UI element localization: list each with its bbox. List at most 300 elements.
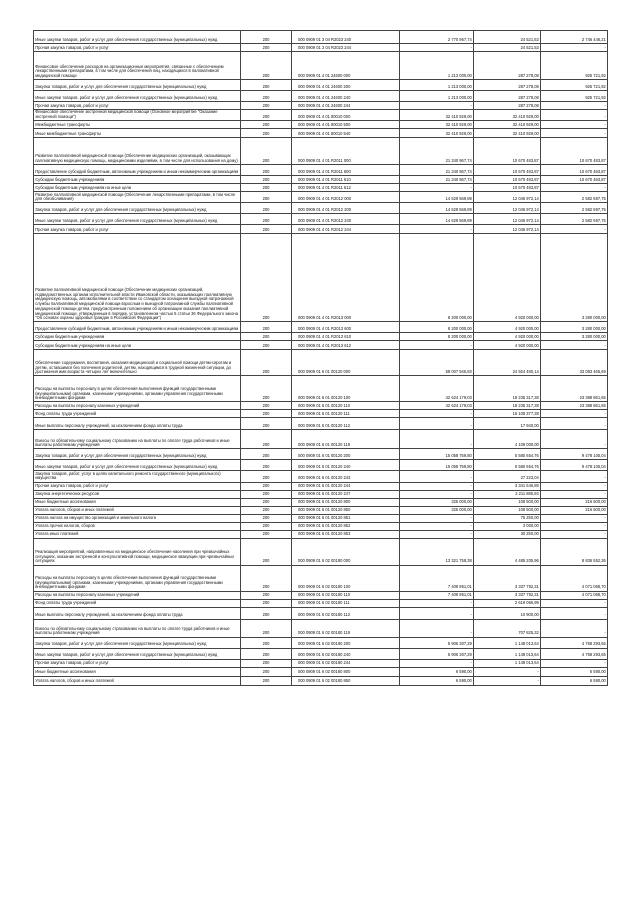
- row-executed-cell: 108 500,00: [474, 506, 541, 514]
- table-row: [34, 591, 608, 599]
- row-code-cell: 200: [241, 203, 292, 214]
- row-kbk-cell: 000 0909 01 4 01 R2013 612: [292, 341, 400, 350]
- row-executed-cell: 32 410 929,00: [474, 110, 541, 121]
- row-code-cell: 200: [241, 619, 292, 637]
- row-name-cell: Иные закупки товаров, работ и услуг для обеспечения государственных (муниципальных) нужд: [34, 91, 241, 102]
- row-name-cell: Закупка товаров, работ, услуг в целях капитального ремонта государственного (муниципального) имущества: [34, 471, 241, 482]
- row-approved-cell: 1 213 000,00: [400, 80, 474, 91]
- row-name-cell: Прочая закупка товаров, работ и услуг: [34, 659, 241, 667]
- table-row: [34, 203, 608, 214]
- row-kbk-cell: 000 0909 01 6 01 00120 247: [292, 490, 400, 498]
- row-remainder-cell: -: [541, 607, 608, 619]
- row-executed-cell: 32 410 929,00: [474, 129, 541, 138]
- table-row: [34, 676, 608, 685]
- table-row: [34, 322, 608, 333]
- row-name-cell: Уплата налогов, сборов и иных платежей: [34, 506, 241, 514]
- table-row: [34, 176, 608, 184]
- row-remainder-cell: -: [541, 184, 608, 192]
- row-kbk-cell: 000 0909 01 4 01 R2013 000: [292, 234, 400, 322]
- row-approved-cell: 58 007 946,83: [400, 350, 474, 376]
- row-approved-cell: 15 058 759,80: [400, 449, 474, 460]
- table-row: [34, 538, 608, 565]
- row-name-cell: Субсидии бюджетным учреждениям на иные цели: [34, 184, 241, 192]
- row-executed-cell: 3 337 792,31: [474, 591, 541, 599]
- row-approved-cell: -: [400, 514, 474, 522]
- row-name-cell: Расходы на выплаты персоналу казенных учреждений: [34, 591, 241, 599]
- row-executed-cell: 24 521,53: [474, 31, 541, 44]
- row-kbk-cell: 000 0909 01 6 02 00180 244: [292, 659, 400, 667]
- table-row: [34, 418, 608, 430]
- row-kbk-cell: 000 0909 01 4 01 R2012 244: [292, 225, 400, 234]
- row-kbk-cell: 000 0909 01 6 02 00180 800: [292, 667, 400, 676]
- row-approved-cell: -: [400, 184, 474, 192]
- row-executed-cell: 287 278,08: [474, 52, 541, 80]
- row-remainder-cell: -: [541, 471, 608, 482]
- row-code-cell: 200: [241, 607, 292, 619]
- row-approved-cell: 14 629 569,89: [400, 214, 474, 225]
- row-executed-cell: 108 500,00: [474, 498, 541, 506]
- row-executed-cell: 5 580 654,76: [474, 449, 541, 460]
- row-approved-cell: 14 629 569,89: [400, 203, 474, 214]
- row-approved-cell: 13 321 758,38: [400, 538, 474, 565]
- row-code-cell: 200: [241, 506, 292, 514]
- row-name-cell: Расходы на выплаты персоналу казенных учреждений: [34, 402, 241, 410]
- row-kbk-cell: 000 0909 01 6 01 00120 100: [292, 376, 400, 402]
- row-code-cell: 200: [241, 165, 292, 176]
- row-approved-cell: 8 200 000,00: [400, 234, 474, 322]
- table-row: [34, 637, 608, 648]
- row-code-cell: 200: [241, 460, 292, 471]
- row-kbk-cell: 000 0909 01 6 01 00120 853: [292, 530, 400, 538]
- table-row: [34, 110, 608, 121]
- row-remainder-cell: 925 721,92: [541, 80, 608, 91]
- row-name-cell: Прочая закупка товаров, работ и услуг: [34, 225, 241, 234]
- row-approved-cell: -: [400, 430, 474, 449]
- row-code-cell: 200: [241, 430, 292, 449]
- row-code-cell: 200: [241, 225, 292, 234]
- row-name-cell: Развитие паллиативной медицинской помощи (Обеспечение медицинских организаций, оказывающих паллиативную медицинскую помощь, медицинскими изделиями, в том числе для использования на дому): [34, 138, 241, 165]
- row-remainder-cell: 216 500,00: [541, 498, 608, 506]
- row-executed-cell: 4 485 205,96: [474, 538, 541, 565]
- row-remainder-cell: 4 758 293,65: [541, 637, 608, 648]
- row-executed-cell: 10 900,00: [474, 607, 541, 619]
- table-row: [34, 530, 608, 538]
- row-executed-cell: 24 924 480,14: [474, 350, 541, 376]
- row-executed-cell: 287 278,08: [474, 91, 541, 102]
- table-body: [34, 31, 608, 686]
- row-kbk-cell: 000 0909 01 6 01 00120 851: [292, 514, 400, 522]
- row-name-cell: Прочая закупка товаров, работ и услуг: [34, 44, 241, 52]
- row-executed-cell: 287 278,08: [474, 102, 541, 110]
- table-row: [34, 102, 608, 110]
- row-name-cell: Прочая закупка товаров, работ и услуг: [34, 482, 241, 490]
- row-name-cell: Уплата налогов, сборов и иных платежей: [34, 676, 241, 685]
- row-kbk-cell: 000 0909 01 4 01 24600 000: [292, 52, 400, 80]
- row-name-cell: Предоставление субсидий бюджетным, автономным учреждениям и иным некоммерческим организациям: [34, 165, 241, 176]
- row-code-cell: 200: [241, 599, 292, 607]
- row-executed-cell: 24 521,53: [474, 44, 541, 52]
- row-executed-cell: 4 920 000,00: [474, 322, 541, 333]
- row-executed-cell: 4 920 000,00: [474, 234, 541, 322]
- table-row: [34, 44, 608, 52]
- row-executed-cell: 12 046 972,14: [474, 203, 541, 214]
- row-remainder-cell: 10 670 483,87: [541, 165, 608, 176]
- row-remainder-cell: 6 590,00: [541, 667, 608, 676]
- row-code-cell: 200: [241, 530, 292, 538]
- row-executed-cell: 12 046 972,14: [474, 214, 541, 225]
- row-code-cell: 200: [241, 333, 292, 341]
- table-row: [34, 506, 608, 514]
- row-approved-cell: 325 000,00: [400, 506, 474, 514]
- row-executed-cell: 2 619 066,99: [474, 599, 541, 607]
- row-executed-cell: -: [474, 667, 541, 676]
- row-executed-cell: 1 148 013,64: [474, 648, 541, 659]
- row-remainder-cell: -: [541, 418, 608, 430]
- row-name-cell: Прочая закупка товаров, работ и услуг: [34, 102, 241, 110]
- row-kbk-cell: 000 0909 01 6 01 00120 112: [292, 418, 400, 430]
- row-remainder-cell: 9 478 105,04: [541, 449, 608, 460]
- row-kbk-cell: 000 0909 01 6 02 00180 111: [292, 599, 400, 607]
- row-approved-cell: -: [400, 471, 474, 482]
- row-approved-cell: 32 410 929,00: [400, 121, 474, 129]
- row-kbk-cell: 000 0909 01 4 01 R2012 000: [292, 192, 400, 203]
- row-executed-cell: 707 825,32: [474, 619, 541, 637]
- row-name-cell: Финансовое обеспечение экстренной медицинской помощи (Основное мероприятие "Оказание экстренной помощи"): [34, 110, 241, 121]
- row-kbk-cell: 000 0909 01 4 01 R2013 610: [292, 333, 400, 341]
- table-row: [34, 522, 608, 530]
- row-code-cell: 200: [241, 418, 292, 430]
- row-kbk-cell: 000 0909 01 3 04 R2023 244: [292, 44, 400, 52]
- table-row: [34, 138, 608, 165]
- table-row: [34, 460, 608, 471]
- row-code-cell: 200: [241, 565, 292, 591]
- row-executed-cell: 32 410 929,00: [474, 121, 541, 129]
- row-name-cell: Иные бюджетные ассигнования: [34, 667, 241, 676]
- row-approved-cell: 42 624 179,03: [400, 402, 474, 410]
- row-approved-cell: 21 340 967,74: [400, 176, 474, 184]
- row-name-cell: Иные выплаты персоналу учреждений, за исключением фонда оплаты труда: [34, 418, 241, 430]
- row-code-cell: 200: [241, 676, 292, 685]
- row-code-cell: 200: [241, 350, 292, 376]
- table-row: [34, 599, 608, 607]
- table-row: [34, 80, 608, 91]
- table-row: [34, 667, 608, 676]
- row-kbk-cell: 000 0909 01 4 01 R2011 600: [292, 165, 400, 176]
- row-kbk-cell: 000 0909 01 4 01 R2011 000: [292, 138, 400, 165]
- row-remainder-cell: -: [541, 599, 608, 607]
- row-kbk-cell: 000 0909 01 6 01 00120 111: [292, 410, 400, 418]
- row-approved-cell: 6 590,00: [400, 667, 474, 676]
- table-row: [34, 165, 608, 176]
- row-remainder-cell: 8 836 552,36: [541, 538, 608, 565]
- table-row: [34, 498, 608, 506]
- table-row: [34, 52, 608, 80]
- row-executed-cell: 12 046 972,14: [474, 192, 541, 203]
- row-executed-cell: 10 670 483,87: [474, 138, 541, 165]
- row-name-cell: Закупка товаров, работ и услуг для обеспечения государственных (муниципальных) нужд: [34, 449, 241, 460]
- row-approved-cell: 2 770 967,74: [400, 31, 474, 44]
- row-remainder-cell: -: [541, 482, 608, 490]
- table-row: [34, 341, 608, 350]
- row-remainder-cell: 9 478 105,04: [541, 460, 608, 471]
- row-name-cell: Расходы на выплаты персоналу в целях обеспечения выполнения функций государственными (муниципальными) органами, казенными учреждениями, органами управления государственными внебюджетными фондами: [34, 376, 241, 402]
- row-remainder-cell: -: [541, 102, 608, 110]
- row-remainder-cell: -: [541, 530, 608, 538]
- row-executed-cell: 10 670 483,87: [474, 176, 541, 184]
- row-kbk-cell: 000 0909 01 4 01 24600 200: [292, 80, 400, 91]
- row-code-cell: 200: [241, 410, 292, 418]
- row-remainder-cell: -: [541, 619, 608, 637]
- row-approved-cell: 7 408 861,01: [400, 591, 474, 599]
- row-code-cell: 200: [241, 31, 292, 44]
- row-executed-cell: 5 580 654,76: [474, 460, 541, 471]
- row-code-cell: 200: [241, 322, 292, 333]
- row-name-cell: Иные закупки товаров, работ и услуг для обеспечения государственных (муниципальных) нужд: [34, 648, 241, 659]
- row-name-cell: Развитие паллиативной медицинской помощи (Обеспечение лекарственными препаратами, в том числе для обезболивания): [34, 192, 241, 203]
- row-name-cell: Иные бюджетные ассигнования: [34, 498, 241, 506]
- row-remainder-cell: -: [541, 659, 608, 667]
- row-approved-cell: -: [400, 490, 474, 498]
- row-name-cell: Обеспечение содержания, воспитания, оказания медицинской и социальной помощи детям-сиротам и детям, оставшимся без попечения родителей, детям, находящимся в трудной жизненной ситуации, до достижения ими возраста четырех лет включительно: [34, 350, 241, 376]
- row-kbk-cell: 000 0909 01 6 02 00180 240: [292, 648, 400, 659]
- table-row: [34, 91, 608, 102]
- row-approved-cell: 5 906 307,29: [400, 637, 474, 648]
- row-name-cell: Иные закупки товаров, работ и услуг для обеспечения государственных (муниципальных) нужд: [34, 460, 241, 471]
- row-approved-cell: -: [400, 225, 474, 234]
- table-row: [34, 184, 608, 192]
- row-remainder-cell: 2 582 597,75: [541, 214, 608, 225]
- row-remainder-cell: 2 582 597,75: [541, 192, 608, 203]
- row-code-cell: 200: [241, 402, 292, 410]
- row-remainder-cell: 23 388 861,65: [541, 376, 608, 402]
- row-code-cell: 200: [241, 471, 292, 482]
- row-approved-cell: 1 213 000,00: [400, 52, 474, 80]
- row-executed-cell: 3 337 792,31: [474, 565, 541, 591]
- row-executed-cell: 19 235 317,38: [474, 376, 541, 402]
- budget-execution-table: [33, 30, 608, 686]
- row-remainder-cell: -: [541, 110, 608, 121]
- row-remainder-cell: 10 670 483,87: [541, 176, 608, 184]
- row-kbk-cell: 000 0909 01 4 01 R2012 240: [292, 214, 400, 225]
- row-name-cell: Уплата налога на имущество организаций и земельного налога: [34, 514, 241, 522]
- row-kbk-cell: 000 0909 01 4 01 24600 244: [292, 102, 400, 110]
- row-kbk-cell: 000 0909 01 6 01 00120 000: [292, 350, 400, 376]
- table-row: [34, 514, 608, 522]
- row-approved-cell: -: [400, 44, 474, 52]
- row-name-cell: Взносы по обязательному социальному страхованию на выплаты по оплате труда работников и иные выплаты работникам учреждений: [34, 619, 241, 637]
- row-code-cell: 200: [241, 121, 292, 129]
- row-name-cell: Иные выплаты персоналу учреждений, за исключением фонда оплаты труда: [34, 607, 241, 619]
- row-executed-cell: 287 278,08: [474, 80, 541, 91]
- row-code-cell: 200: [241, 522, 292, 530]
- table-row: [34, 659, 608, 667]
- row-executed-cell: 2 211 885,84: [474, 490, 541, 498]
- row-remainder-cell: 23 388 861,65: [541, 402, 608, 410]
- row-kbk-cell: 000 0909 01 6 02 00180 119: [292, 619, 400, 637]
- row-executed-cell: 17 940,00: [474, 418, 541, 430]
- row-remainder-cell: -: [541, 514, 608, 522]
- row-remainder-cell: -: [541, 44, 608, 52]
- row-remainder-cell: 2 582 597,75: [541, 203, 608, 214]
- table-row: [34, 402, 608, 410]
- table-row: [34, 607, 608, 619]
- row-name-cell: Иные межбюджетные трансферты: [34, 129, 241, 138]
- row-kbk-cell: 000 0909 01 6 02 00180 850: [292, 676, 400, 685]
- row-name-cell: Финансовое обеспечение расходов на организационные мероприятия, связанные с обеспечением лекарственными препаратами, в том числе для обеспечения лиц, находящихся в паллиативной медицинской помощи: [34, 52, 241, 80]
- row-code-cell: 200: [241, 667, 292, 676]
- row-kbk-cell: 000 0909 01 6 01 00120 110: [292, 402, 400, 410]
- table-row: [34, 225, 608, 234]
- row-name-cell: Закупка товаров, работ и услуг для обеспечения государственных (муниципальных) нужд: [34, 203, 241, 214]
- row-approved-cell: 8 200 000,00: [400, 322, 474, 333]
- row-approved-cell: 325 000,00: [400, 498, 474, 506]
- table-row: [34, 31, 608, 44]
- row-approved-cell: 1 213 000,00: [400, 91, 474, 102]
- row-code-cell: 200: [241, 91, 292, 102]
- table-row: [34, 410, 608, 418]
- row-approved-cell: -: [400, 522, 474, 530]
- row-name-cell: Межбюджетные трансферты: [34, 121, 241, 129]
- row-remainder-cell: -: [541, 129, 608, 138]
- row-remainder-cell: -: [541, 121, 608, 129]
- row-approved-cell: 15 058 759,80: [400, 460, 474, 471]
- table-row: [34, 350, 608, 376]
- row-kbk-cell: 000 0909 01 4 01 80010 540: [292, 129, 400, 138]
- row-kbk-cell: 000 0909 01 6 02 00180 100: [292, 565, 400, 591]
- row-remainder-cell: 925 721,92: [541, 52, 608, 80]
- row-code-cell: 200: [241, 341, 292, 350]
- row-approved-cell: -: [400, 102, 474, 110]
- row-remainder-cell: 925 721,92: [541, 91, 608, 102]
- row-name-cell: Закупка товаров, работ и услуг для обеспечения государственных (муниципальных) нужд: [34, 80, 241, 91]
- row-kbk-cell: 000 0909 01 6 01 00120 852: [292, 522, 400, 530]
- row-executed-cell: 3 000,00: [474, 522, 541, 530]
- row-remainder-cell: 10 670 483,87: [541, 138, 608, 165]
- table-row: [34, 648, 608, 659]
- row-approved-cell: -: [400, 341, 474, 350]
- row-code-cell: 200: [241, 490, 292, 498]
- row-remainder-cell: 4 071 068,70: [541, 565, 608, 591]
- row-remainder-cell: 2 746 446,21: [541, 31, 608, 44]
- row-kbk-cell: 000 0909 01 6 02 00180 200: [292, 637, 400, 648]
- row-code-cell: 200: [241, 176, 292, 184]
- row-code-cell: 200: [241, 659, 292, 667]
- row-remainder-cell: -: [541, 490, 608, 498]
- table-row: [34, 449, 608, 460]
- row-approved-cell: -: [400, 599, 474, 607]
- row-name-cell: Субсидии бюджетным учреждениям на иные цели: [34, 341, 241, 350]
- row-kbk-cell: 000 0909 01 6 01 00120 800: [292, 498, 400, 506]
- row-approved-cell: 6 590,00: [400, 676, 474, 685]
- table-row: [34, 490, 608, 498]
- table-row: [34, 192, 608, 203]
- row-remainder-cell: 4 071 068,70: [541, 591, 608, 599]
- row-executed-cell: 1 148 013,64: [474, 637, 541, 648]
- row-name-cell: Уплата прочих налогов, сборов: [34, 522, 241, 530]
- row-kbk-cell: 000 0909 01 4 01 R2012 200: [292, 203, 400, 214]
- row-code-cell: 200: [241, 214, 292, 225]
- row-remainder-cell: 6 590,00: [541, 676, 608, 685]
- row-code-cell: 200: [241, 129, 292, 138]
- table-row: [34, 214, 608, 225]
- row-executed-cell: 19 235 317,38: [474, 402, 541, 410]
- row-name-cell: Развитие паллиативной медицинской помощи (Обеспечение медицинских организаций, подведомственных органам исполнительной власти Ивановской области, оказывающих паллиативную медицинскую помощь, автомобилями в соответствии со стандартом оснащения выездной патронажной службы паллиативной медицинской помощи взрослым и выездной патронажной службы паллиативной медицинской помощи детям, предусмотренным положением об организации оказания паллиативной медицинской помощи, утвержденным в порядке, установленном частью 5 статьи 36 Федерального закона "Об основах охраны здоровья граждан в Российской Федерации"): [34, 234, 241, 322]
- row-approved-cell: 32 410 929,00: [400, 110, 474, 121]
- table-row: [34, 376, 608, 402]
- table-row: [34, 471, 608, 482]
- row-code-cell: 200: [241, 538, 292, 565]
- row-approved-cell: -: [400, 530, 474, 538]
- row-name-cell: Субсидии бюджетным учреждениям: [34, 333, 241, 341]
- row-remainder-cell: 3 280 000,00: [541, 234, 608, 322]
- row-code-cell: 200: [241, 192, 292, 203]
- row-executed-cell: 10 670 483,87: [474, 184, 541, 192]
- row-remainder-cell: -: [541, 410, 608, 418]
- row-kbk-cell: 000 0909 01 4 01 80010 000: [292, 110, 400, 121]
- row-kbk-cell: 000 0909 01 6 02 00180 000: [292, 538, 400, 565]
- row-code-cell: 200: [241, 44, 292, 52]
- row-approved-cell: -: [400, 659, 474, 667]
- row-code-cell: 200: [241, 637, 292, 648]
- row-remainder-cell: 3 280 000,00: [541, 322, 608, 333]
- row-approved-cell: -: [400, 482, 474, 490]
- row-kbk-cell: 000 0909 01 3 04 R2023 240: [292, 31, 400, 44]
- row-code-cell: 200: [241, 52, 292, 80]
- row-code-cell: 200: [241, 498, 292, 506]
- row-executed-cell: 4 920 000,00: [474, 333, 541, 341]
- row-executed-cell: -: [474, 676, 541, 685]
- row-name-cell: Закупка товаров, работ и услуг для обеспечения государственных (муниципальных) нужд: [34, 637, 241, 648]
- row-name-cell: Иные закупки товаров, работ и услуг для обеспечения государственных (муниципальных) нужд: [34, 31, 241, 44]
- row-kbk-cell: 000 0909 01 4 01 R2013 600: [292, 322, 400, 333]
- row-code-cell: 200: [241, 184, 292, 192]
- row-approved-cell: 5 906 307,29: [400, 648, 474, 659]
- row-executed-cell: 30 250,00: [474, 530, 541, 538]
- row-executed-cell: 75 250,00: [474, 514, 541, 522]
- table-row: [34, 121, 608, 129]
- row-name-cell: Фонд оплаты труда учреждений: [34, 599, 241, 607]
- row-kbk-cell: 000 0909 01 6 01 00120 200: [292, 449, 400, 460]
- row-remainder-cell: -: [541, 341, 608, 350]
- row-kbk-cell: 000 0909 01 4 01 24600 240: [292, 91, 400, 102]
- row-executed-cell: 4 109 000,00: [474, 430, 541, 449]
- row-executed-cell: 15 108 377,38: [474, 410, 541, 418]
- row-remainder-cell: -: [541, 522, 608, 530]
- row-kbk-cell: 000 0909 01 4 01 R2011 610: [292, 176, 400, 184]
- row-name-cell: Уплата иных платежей: [34, 530, 241, 538]
- row-approved-cell: -: [400, 410, 474, 418]
- budget-report-sheet: [33, 30, 607, 686]
- row-code-cell: 200: [241, 591, 292, 599]
- row-kbk-cell: 000 0909 01 6 01 00120 850: [292, 506, 400, 514]
- row-name-cell: Субсидии бюджетным учреждениям: [34, 176, 241, 184]
- row-executed-cell: 12 046 972,14: [474, 225, 541, 234]
- row-approved-cell: 21 340 967,74: [400, 165, 474, 176]
- row-name-cell: Предоставление субсидий бюджетным, автономным учреждениям и иным некоммерческим организациям: [34, 322, 241, 333]
- row-approved-cell: -: [400, 607, 474, 619]
- row-code-cell: 200: [241, 110, 292, 121]
- row-executed-cell: 10 670 483,87: [474, 165, 541, 176]
- row-approved-cell: 14 629 569,89: [400, 192, 474, 203]
- table-row: [34, 333, 608, 341]
- row-name-cell: Закупка энергетических ресурсов: [34, 490, 241, 498]
- row-approved-cell: 21 340 967,74: [400, 138, 474, 165]
- row-remainder-cell: 4 758 293,65: [541, 648, 608, 659]
- row-code-cell: 200: [241, 449, 292, 460]
- table-row: [34, 234, 608, 322]
- row-kbk-cell: 000 0909 01 4 01 80010 500: [292, 121, 400, 129]
- row-kbk-cell: 000 0909 01 6 02 00180 112: [292, 607, 400, 619]
